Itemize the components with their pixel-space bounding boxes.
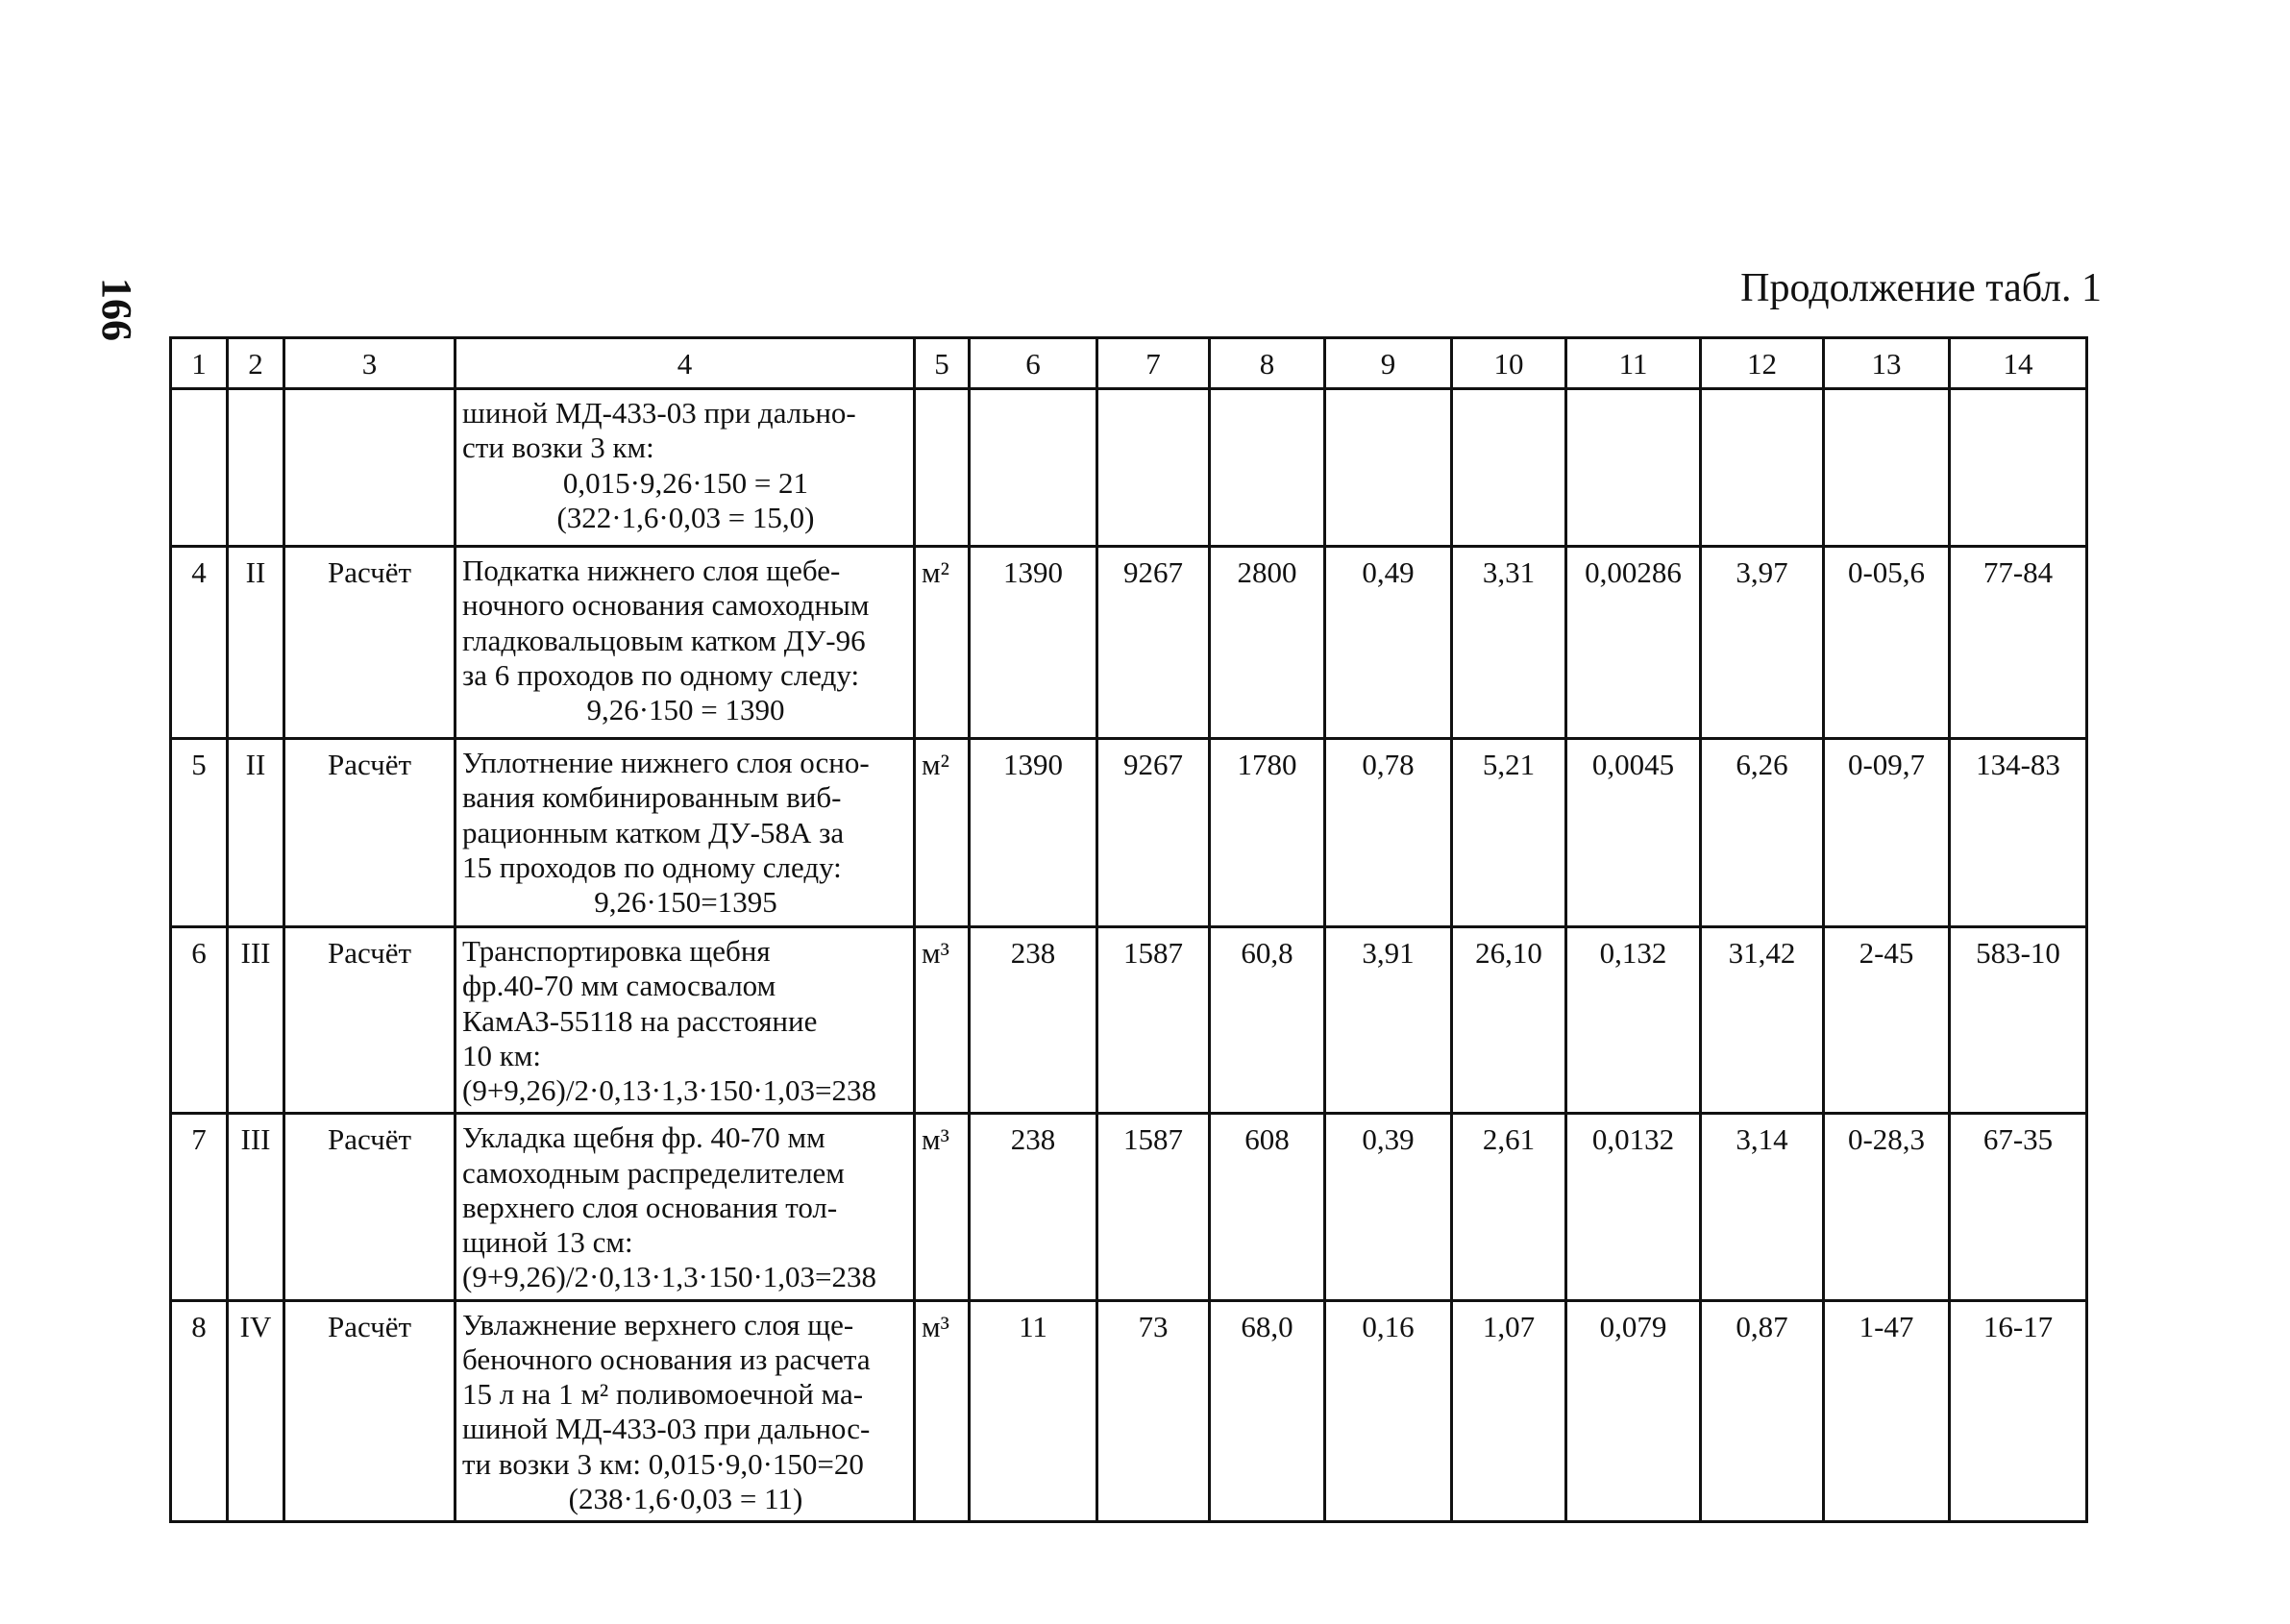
cell-col-12: 3,97 [1701,547,1824,739]
description-line: Подкатка нижнего слоя щебе- [462,554,841,587]
cell-col-10: 5,21 [1452,739,1566,927]
description-line: гладковальцовым катком ДУ-96 [462,623,866,657]
cell-empty [228,389,284,547]
table-row [171,1114,2087,1300]
table-header-row [171,338,2087,389]
cell-basis: Расчёт [284,1300,456,1522]
description-line: КамАЗ-55118 на расстояние [462,1003,818,1038]
cell-col-6: 238 [970,1114,1097,1300]
cell-empty [1325,389,1452,547]
cell-col-8: 60,8 [1210,927,1325,1114]
formula-line: (322·1,6·0,03 = 15,0) [556,500,815,534]
page-number: 166 [93,278,141,341]
cell-unit: м³ [915,1114,970,1300]
cell-stage: III [228,1114,284,1300]
header-cell-14: 14 [1950,338,2087,389]
cell-empty [1452,389,1566,547]
header-cell-4: 4 [456,338,915,389]
cell-empty [1701,389,1824,547]
cell-stage: II [228,739,284,927]
cell-row-number: 8 [171,1300,228,1522]
cell-basis: Расчёт [284,739,456,927]
header-cell-9: 9 [1325,338,1452,389]
cell-col-6: 1390 [970,739,1097,927]
formula-line: 9,26·150 = 1390 [586,693,785,727]
cell-row-number: 6 [171,927,228,1114]
cell-basis: Расчёт [284,927,456,1114]
description-line: за 6 проходов по одному следу: [462,657,860,692]
description-line: Уплотнение нижнего слоя осно- [462,746,870,779]
cell-col-6: 1390 [970,547,1097,739]
cell-col-14: 134-83 [1950,739,2087,927]
cell-description [456,1300,915,1522]
header-cell-10: 10 [1452,338,1566,389]
header-cell-3: 3 [284,338,456,389]
cell-col-14: 67-35 [1950,1114,2087,1300]
cell-col-8: 608 [1210,1114,1325,1300]
cell-col-11: 0,0045 [1566,739,1701,927]
description-line: 15 л на 1 м² поливомоечной ма- [462,1377,864,1412]
cell-row-number: 5 [171,739,228,927]
description-line: сти возки 3 км: [462,431,654,465]
description-line: вания комбинированным виб- [462,780,842,815]
cell-col-11: 0,00286 [1566,547,1701,739]
description-line: верхнего слоя основания тол- [462,1190,838,1224]
table-row [171,1300,2087,1522]
cell-col-9: 3,91 [1325,927,1452,1114]
cell-description [456,1114,915,1300]
cell-col-8: 2800 [1210,547,1325,739]
description-line: Укладка щебня фр. 40-70 мм [462,1120,825,1155]
cell-basis: Расчёт [284,547,456,739]
cell-empty [915,389,970,547]
cell-col-9: 0,39 [1325,1114,1452,1300]
cell-col-11: 0,0132 [1566,1114,1701,1300]
cell-empty [1824,389,1950,547]
header-cell-2: 2 [228,338,284,389]
cell-unit: м³ [915,1300,970,1522]
cell-empty [1950,389,2087,547]
description-line: шиной МД-433-03 при дально- [462,396,856,430]
cell-description [456,927,915,1114]
estimate-table [169,336,2088,1523]
description-line: фр.40-70 мм самосвалом [462,969,776,1003]
table-row [171,739,2087,927]
description-line: (9+9,26)/2·0,13·1,3·150·1,03=238 [462,1260,877,1294]
cell-col-6: 238 [970,927,1097,1114]
header-cell-6: 6 [970,338,1097,389]
header-cell-8: 8 [1210,338,1325,389]
table-caption: Продолжение табл. 1 [1740,266,2102,310]
cell-unit: м² [915,547,970,739]
cell-col-14: 583-10 [1950,927,2087,1114]
cell-col-12: 0,87 [1701,1300,1824,1522]
cell-empty [1210,389,1325,547]
description-line: (9+9,26)/2·0,13·1,3·150·1,03=238 [462,1073,877,1108]
header-cell-5: 5 [915,338,970,389]
cell-col-9: 0,78 [1325,739,1452,927]
description-line: Транспортировка щебня [462,934,771,968]
description-line: ти возки 3 км: 0,015·9,0·150=20 [462,1446,864,1481]
formula-line: 9,26·150=1395 [594,885,777,920]
cell-stage: IV [228,1300,284,1522]
cell-col-7: 9267 [1097,547,1210,739]
cell-col-13: 0-05,6 [1824,547,1950,739]
cell-description [456,739,915,927]
cell-empty [970,389,1097,547]
description-line: 10 км: [462,1038,542,1072]
cell-col-13: 1-47 [1824,1300,1950,1522]
description-line: 15 проходов по одному следу: [462,849,842,884]
cell-col-7: 9267 [1097,739,1210,927]
cell-col-8: 1780 [1210,739,1325,927]
cell-empty [171,389,228,547]
header-cell-11: 11 [1566,338,1701,389]
header-cell-7: 7 [1097,338,1210,389]
cell-col-9: 0,16 [1325,1300,1452,1522]
description-line: самоходным распределителем [462,1155,845,1190]
cell-col-7: 1587 [1097,1114,1210,1300]
cell-col-6: 11 [970,1300,1097,1522]
cell-col-11: 0,132 [1566,927,1701,1114]
cell-row-number: 7 [171,1114,228,1300]
cell-col-7: 1587 [1097,927,1210,1114]
cell-col-10: 26,10 [1452,927,1566,1114]
cell-col-10: 2,61 [1452,1114,1566,1300]
header-cell-13: 13 [1824,338,1950,389]
cell-col-12: 3,14 [1701,1114,1824,1300]
cell-col-14: 16-17 [1950,1300,2087,1522]
description-line: ночного основания самоходным [462,588,870,623]
cell-empty [1566,389,1701,547]
cell-col-7: 73 [1097,1300,1210,1522]
formula-line: 0,015·9,26·150 = 21 [562,465,809,500]
description-line: Увлажнение верхнего слоя ще- [462,1307,854,1341]
cell-stage: II [228,547,284,739]
cell-empty [284,389,456,547]
formula-line: (238·1,6·0,03 = 11) [568,1481,803,1515]
cell-col-10: 1,07 [1452,1300,1566,1522]
table-row [171,547,2087,739]
table-row [171,927,2087,1114]
cell-col-12: 31,42 [1701,927,1824,1114]
header-cell-1: 1 [171,338,228,389]
cell-col-14: 77-84 [1950,547,2087,739]
cell-basis: Расчёт [284,1114,456,1300]
description-line: беночного основания из расчета [462,1341,871,1376]
description-line: шиной МД-433-03 при дальнос- [462,1412,871,1446]
description-line: щиной 13 см: [462,1225,633,1260]
cell-col-13: 0-09,7 [1824,739,1950,927]
cell-unit: м² [915,739,970,927]
header-cell-12: 12 [1701,338,1824,389]
cell-description [456,389,915,547]
cell-empty [1097,389,1210,547]
cell-col-8: 68,0 [1210,1300,1325,1522]
table-row-continuation [171,389,2087,547]
description-line: рационным катком ДУ-58А за [462,815,845,849]
cell-col-11: 0,079 [1566,1300,1701,1522]
cell-row-number: 4 [171,547,228,739]
cell-col-9: 0,49 [1325,547,1452,739]
cell-stage: III [228,927,284,1114]
cell-col-13: 0-28,3 [1824,1114,1950,1300]
cell-description [456,547,915,739]
cell-col-12: 6,26 [1701,739,1824,927]
cell-unit: м³ [915,927,970,1114]
cell-col-10: 3,31 [1452,547,1566,739]
cell-col-13: 2-45 [1824,927,1950,1114]
